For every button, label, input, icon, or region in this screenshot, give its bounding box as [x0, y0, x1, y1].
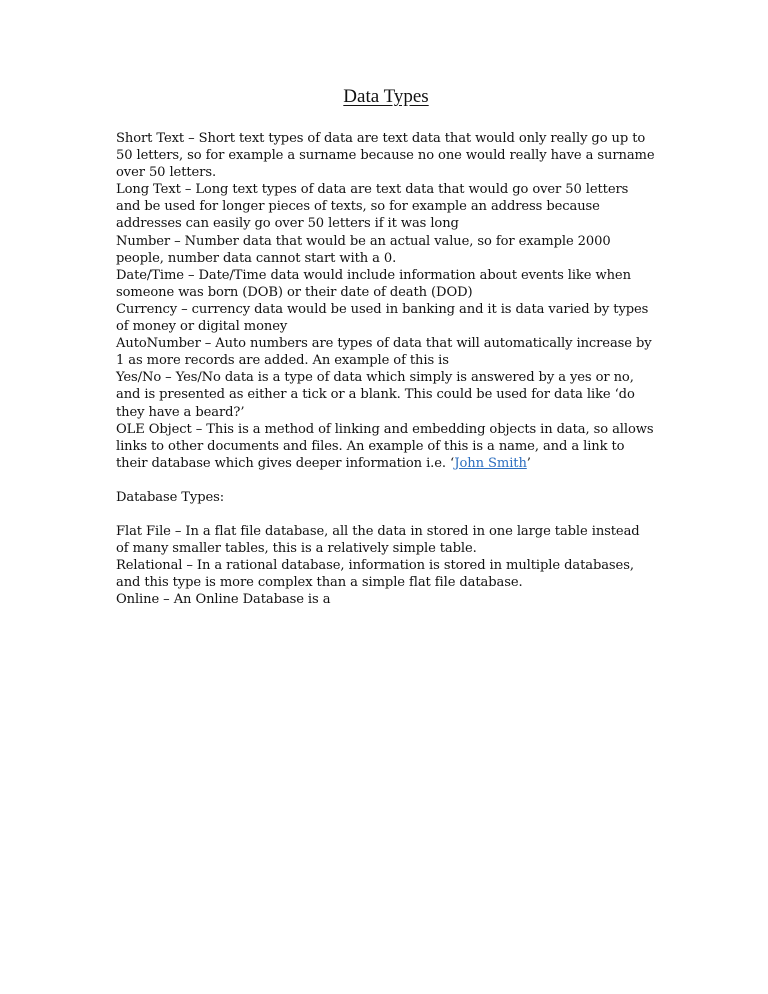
data-type-autonumber: AutoNumber – Auto numbers are types of data that will automatically increase by 1 as more records are added. An example of this is — [116, 336, 652, 369]
data-types-section — [116, 130, 656, 472]
spacer — [116, 472, 656, 489]
spacer — [116, 506, 656, 523]
data-type-number: Number – Number data that would be an actual value, so for example 2000 people, number data cannot start with a 0. — [116, 233, 611, 266]
page-title: Data Types — [343, 86, 429, 107]
database-type-relational: Relational – In a rational database, information is stored in multiple databases, and this type is more complex than a simple flat file database. — [116, 558, 634, 591]
document-page — [116, 84, 656, 608]
john-smith-link[interactable]: John Smith — [454, 455, 527, 471]
data-type-date-time: Date/Time – Date/Time data would include information about events like when someone was born (DOB) or their date of death (DOD) — [116, 267, 631, 300]
database-types-section — [116, 523, 656, 608]
database-types-heading: Database Types: — [116, 489, 225, 505]
data-type-currency: Currency – currency data would be used in banking and it is data varied by types of money or digital money — [116, 301, 649, 335]
database-type-online: Online – An Online Database is a — [116, 592, 331, 608]
database-type-flat-file: Flat File – In a flat file database, all the data in stored in one large table instead of many smaller tables, this is a relatively simple table. — [116, 523, 640, 557]
ole-prefix-text: OLE Object – This is a method of linking and embedding objects in data, so allows links to other documents and files. An example of this is a name, and a link to their database which gives deeper information i.e. ‘ — [116, 421, 654, 471]
data-type-short-text: Short Text – Short text types of data are text data that would only really go up to 50 letters, so for example a surname because no one would really have a surname over 50 letters. — [116, 131, 655, 181]
data-type-ole-object — [116, 421, 656, 472]
data-type-long-text: Long Text – Long text types of data are text data that would go over 50 letters and be used for longer pieces of texts, so for example an address because addresses can easily go over 50 letters if it was long — [116, 182, 629, 232]
data-type-yes-no: Yes/No – Yes/No data is a type of data which simply is answered by a yes or no, and is presented as either a tick or a blank. This could be used for data like ‘do they have a beard?’ — [116, 370, 635, 420]
ole-suffix-text: ’ — [526, 455, 531, 471]
